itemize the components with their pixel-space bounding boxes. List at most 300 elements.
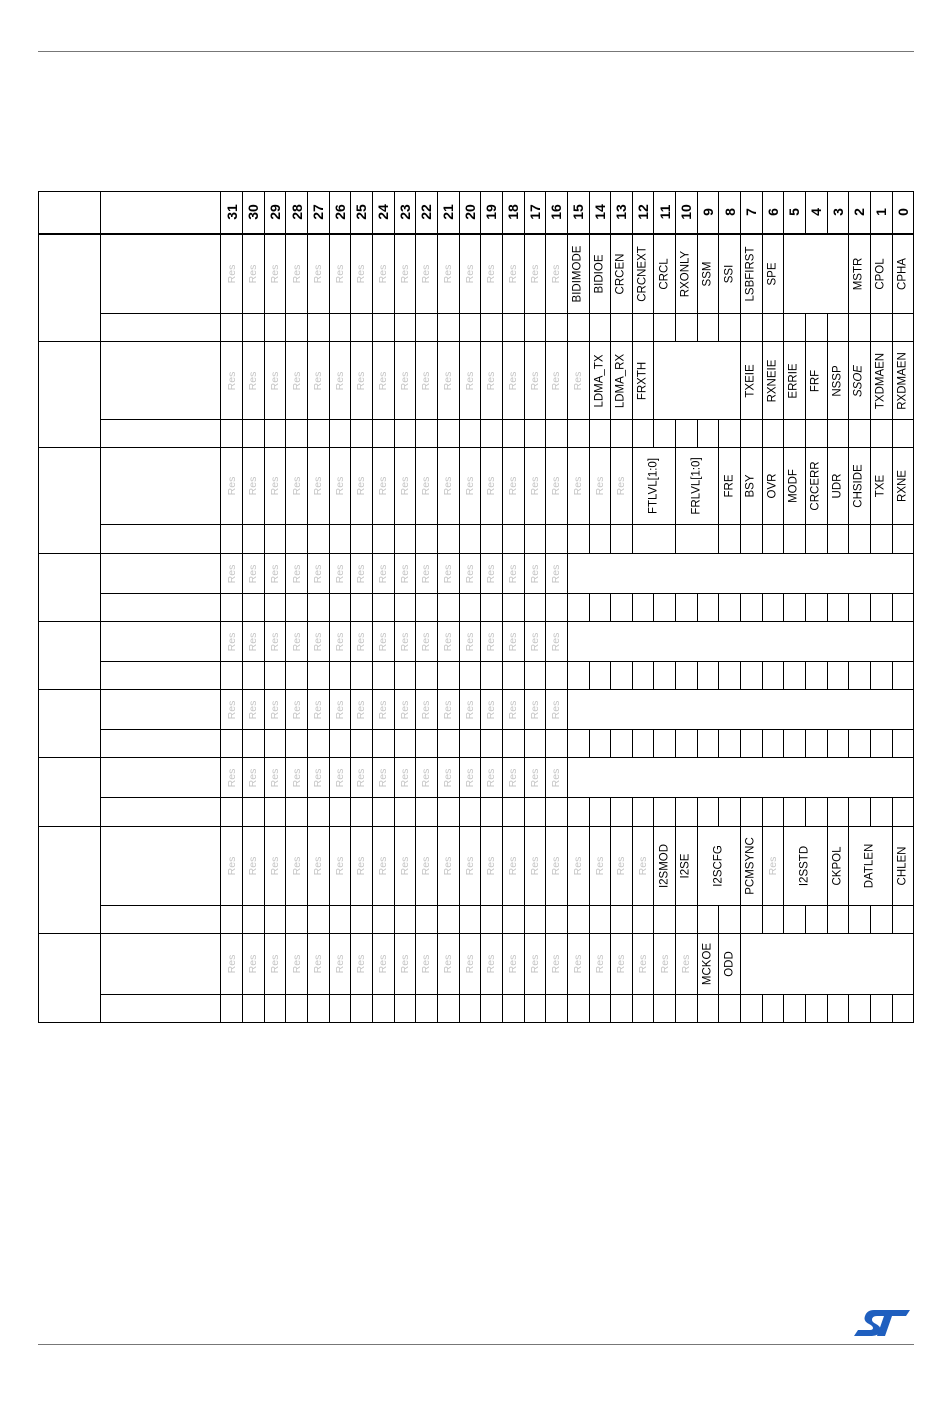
reserved-label: Res — [550, 700, 563, 719]
field-label: PCMSYNC — [744, 837, 757, 895]
bit-number-label: 28 — [288, 204, 305, 220]
field-crcerr — [806, 448, 828, 525]
field-i2se — [676, 827, 698, 906]
reset-value-cell — [827, 525, 849, 554]
reset-value-cell — [394, 594, 416, 622]
reset-value-cell — [546, 525, 568, 554]
reserved-field — [762, 827, 784, 906]
reserved-field — [221, 235, 243, 314]
reset-value-cell — [394, 995, 416, 1023]
reserved-field — [329, 690, 351, 730]
reserved-label: Res — [355, 371, 368, 390]
reset-value-cell — [676, 314, 698, 342]
reset-value-cell — [719, 730, 741, 758]
reserved-field — [243, 934, 265, 995]
reserved-field — [546, 448, 568, 525]
reserved-field — [351, 622, 373, 662]
reserved-label: Res — [268, 700, 281, 719]
bit-number-label: 27 — [310, 204, 327, 220]
reserved-field — [567, 827, 589, 906]
reserved-field — [459, 934, 481, 995]
reset-value-cell — [871, 995, 893, 1023]
reset-value-cell — [264, 314, 286, 342]
bit-number-header — [502, 191, 524, 235]
reserved-label: Res — [550, 768, 563, 787]
bit-number-label: 8 — [721, 208, 738, 216]
reserved-field — [524, 235, 546, 314]
reset-value-cell — [806, 594, 828, 622]
bit-number-label: 30 — [245, 204, 262, 220]
reserved-label: Res — [311, 371, 324, 390]
reserved-field — [589, 448, 611, 525]
field-cpol — [871, 235, 893, 314]
reset-value-cell — [243, 420, 265, 448]
reset-value-cell — [719, 314, 741, 342]
reset-value-cell — [481, 662, 503, 690]
reset-value-cell — [697, 420, 719, 448]
reserved-label: Res — [506, 264, 519, 284]
reserved-field — [567, 342, 589, 420]
reset-value-cell — [394, 906, 416, 934]
field-label: LSBFIRST — [744, 246, 757, 302]
reserved-label: Res — [420, 264, 433, 284]
reset-value-cell — [762, 730, 784, 758]
reset-value-cell — [806, 995, 828, 1023]
reset-value-cell — [741, 594, 763, 622]
reset-value-cell — [762, 420, 784, 448]
reset-value-cell — [892, 906, 914, 934]
reset-value-cell — [264, 906, 286, 934]
reserved-label: Res — [355, 856, 368, 876]
reset-value-cell — [697, 995, 719, 1023]
reserved-label: Res — [376, 632, 389, 651]
reserved-label: Res — [311, 564, 324, 583]
field-label: FRXTH — [636, 361, 649, 400]
reserved-field — [286, 554, 308, 594]
reset-value-cell — [567, 995, 589, 1023]
reserved-field — [502, 235, 524, 314]
register-offset-cell — [38, 235, 101, 342]
reserved-field — [546, 342, 568, 420]
reserved-label: Res — [333, 264, 346, 284]
reserved-field — [329, 554, 351, 594]
bit-number-header — [264, 191, 286, 235]
register-name-cell — [101, 448, 221, 525]
reserved-label: Res — [355, 564, 368, 583]
reserved-field — [329, 342, 351, 420]
reserved-field — [373, 342, 395, 420]
reset-value-cell — [329, 798, 351, 827]
reset-value-cell — [329, 314, 351, 342]
reset-value-cell — [264, 662, 286, 690]
reserved-field — [264, 622, 286, 662]
reset-value-cell — [459, 594, 481, 622]
field-bsy — [741, 448, 763, 525]
field-txdmaen — [871, 342, 893, 420]
reset-value-cell — [308, 995, 330, 1023]
reset-value-label-cell — [101, 525, 221, 554]
reserved-label: Res — [463, 371, 476, 390]
reset-value-cell — [719, 525, 741, 554]
reset-value-cell — [697, 314, 719, 342]
field-datlen — [849, 827, 893, 906]
reset-value-cell — [892, 525, 914, 554]
reserved-field — [351, 448, 373, 525]
empty-field — [567, 758, 914, 798]
reserved-field — [351, 554, 373, 594]
reset-value-cell — [329, 525, 351, 554]
reset-value-cell — [438, 525, 460, 554]
reserved-field — [286, 934, 308, 995]
reserved-field — [438, 342, 460, 420]
field-label: LDMA_TX — [592, 353, 605, 408]
reset-value-cell — [762, 906, 784, 934]
header-offset-cell — [38, 191, 101, 235]
reserved-label: Res — [398, 371, 411, 390]
reset-value-cell — [221, 730, 243, 758]
reset-value-cell — [546, 314, 568, 342]
reserved-label: Res — [420, 768, 433, 787]
reset-value-cell — [351, 798, 373, 827]
reserved-field — [438, 758, 460, 798]
reserved-label: Res — [615, 856, 627, 876]
reserved-field — [567, 448, 589, 525]
reserved-field — [243, 448, 265, 525]
reserved-field — [243, 235, 265, 314]
register-name-cell — [101, 758, 221, 798]
reserved-field — [502, 827, 524, 906]
reset-value-cell — [632, 314, 654, 342]
reset-value-cell — [438, 730, 460, 758]
bit-number-label: 19 — [483, 204, 500, 220]
field-label: ODD — [722, 951, 735, 977]
field-label: MSTR — [852, 257, 865, 291]
reset-value-cell — [308, 662, 330, 690]
reset-value-cell — [741, 420, 763, 448]
reset-value-cell — [243, 730, 265, 758]
reset-value-cell — [416, 798, 438, 827]
reserved-field — [524, 554, 546, 594]
field-ssi — [719, 235, 741, 314]
reset-value-cell — [438, 662, 460, 690]
reset-value-cell — [524, 662, 546, 690]
reset-value-cell — [416, 730, 438, 758]
field-label: CHLEN — [895, 846, 908, 886]
reserved-label: Res — [398, 954, 411, 974]
reset-value-cell — [567, 798, 589, 827]
bit-number-header — [741, 191, 763, 235]
reserved-field — [373, 690, 395, 730]
reset-value-cell — [827, 420, 849, 448]
reset-value-cell — [806, 730, 828, 758]
reset-value-label-cell — [101, 420, 221, 448]
reset-value-cell — [329, 730, 351, 758]
reserved-label: Res — [485, 564, 498, 583]
reserved-label: Res — [420, 856, 433, 876]
reserved-field — [264, 448, 286, 525]
reserved-label: Res — [268, 476, 281, 496]
reserved-field — [546, 235, 568, 314]
empty-field — [567, 554, 914, 594]
reserved-label: Res — [355, 768, 368, 787]
reserved-label: Res — [485, 700, 498, 719]
reset-value-cell — [286, 314, 308, 342]
reset-value-cell — [524, 730, 546, 758]
reset-value-cell — [481, 798, 503, 827]
reserved-field — [308, 690, 330, 730]
reset-value-cell — [438, 995, 460, 1023]
reset-value-cell — [849, 730, 871, 758]
reserved-field — [221, 342, 243, 420]
bit-number-header — [438, 191, 460, 235]
bit-number-label: 25 — [353, 204, 370, 220]
reset-value-cell — [632, 906, 654, 934]
reserved-field — [546, 554, 568, 594]
field-label: ERRIE — [787, 362, 800, 399]
reset-value-cell — [373, 662, 395, 690]
reserved-field — [221, 827, 243, 906]
reserved-label: Res — [528, 856, 541, 876]
empty-field — [654, 342, 741, 420]
reserved-label: Res — [485, 264, 498, 284]
reset-value-cell — [784, 314, 806, 342]
reset-value-cell — [308, 798, 330, 827]
reset-value-cell — [784, 420, 806, 448]
reset-value-cell — [286, 525, 308, 554]
bit-number-header — [632, 191, 654, 235]
reserved-label: Res — [376, 264, 389, 284]
reserved-label: Res — [311, 954, 324, 974]
reserved-field — [502, 342, 524, 420]
reset-value-cell — [632, 662, 654, 690]
field-crcen — [611, 235, 633, 314]
bit-number-label: 0 — [894, 208, 911, 216]
reserved-field — [394, 827, 416, 906]
bit-number-header — [243, 191, 265, 235]
reserved-label: Res — [246, 954, 259, 974]
bit-number-header — [784, 191, 806, 235]
reserved-label: Res — [376, 371, 389, 390]
reset-value-cell — [264, 420, 286, 448]
reset-value-cell — [589, 662, 611, 690]
reserved-field — [308, 758, 330, 798]
field-label: CKPOL — [831, 846, 843, 886]
reserved-field — [502, 448, 524, 525]
reset-value-cell — [589, 798, 611, 827]
reserved-label: Res — [268, 371, 281, 390]
reset-value-label-cell — [101, 594, 221, 622]
reset-value-cell — [438, 906, 460, 934]
reset-value-cell — [654, 420, 676, 448]
bit-number-label: 13 — [613, 204, 630, 220]
reserved-field — [308, 622, 330, 662]
reserved-label: Res — [506, 476, 519, 496]
reset-value-cell — [351, 730, 373, 758]
reset-value-cell — [741, 798, 763, 827]
reserved-field — [221, 690, 243, 730]
reset-value-cell — [849, 594, 871, 622]
reset-value-cell — [676, 906, 698, 934]
reserved-field — [373, 827, 395, 906]
register-name-cell — [101, 934, 221, 995]
reserved-label: Res — [311, 264, 324, 284]
bit-number-header — [871, 191, 893, 235]
reset-value-cell — [373, 525, 395, 554]
bit-number-label: 3 — [829, 208, 846, 216]
reset-value-cell — [416, 525, 438, 554]
field-ftlvl-1-0 — [632, 448, 676, 525]
reserved-field — [286, 342, 308, 420]
reserved-field — [676, 934, 698, 995]
reserved-label: Res — [463, 564, 476, 583]
reset-value-cell — [654, 798, 676, 827]
reset-value-cell — [849, 420, 871, 448]
reset-value-label-cell — [101, 798, 221, 827]
reserved-field — [546, 622, 568, 662]
field-label: MODF — [787, 469, 800, 503]
reset-value-cell — [827, 995, 849, 1023]
reset-value-cell — [351, 525, 373, 554]
reset-value-cell — [697, 906, 719, 934]
reset-value-cell — [892, 314, 914, 342]
register-offset-cell — [38, 448, 101, 554]
reserved-field — [438, 554, 460, 594]
bit-number-header — [416, 191, 438, 235]
reserved-field — [221, 934, 243, 995]
reserved-label: Res — [485, 476, 498, 496]
reserved-field — [438, 827, 460, 906]
bit-number-label: 6 — [764, 208, 781, 216]
reset-value-cell — [762, 995, 784, 1023]
field-udr — [827, 448, 849, 525]
reserved-field — [416, 934, 438, 995]
reserved-field — [481, 827, 503, 906]
reserved-label: Res — [376, 954, 389, 974]
reserved-label: Res — [485, 371, 498, 390]
reserved-label: Res — [593, 954, 606, 974]
reserved-field — [459, 235, 481, 314]
reserved-field — [308, 342, 330, 420]
reserved-field — [546, 934, 568, 995]
register-name-cell — [101, 342, 221, 420]
reset-value-cell — [416, 594, 438, 622]
bit-number-label: 5 — [786, 208, 803, 216]
field-label: SPE — [766, 262, 779, 286]
reset-value-cell — [308, 314, 330, 342]
reserved-label: Res — [290, 264, 303, 284]
reset-value-cell — [654, 662, 676, 690]
bit-number-label: 23 — [396, 204, 413, 220]
reset-value-cell — [741, 995, 763, 1023]
reserved-label: Res — [268, 856, 281, 876]
reset-value-cell — [524, 798, 546, 827]
reserved-field — [286, 827, 308, 906]
reset-value-cell — [784, 525, 806, 554]
reserved-field — [243, 758, 265, 798]
register-offset-cell — [38, 758, 101, 827]
field-lsbfirst — [741, 235, 763, 314]
reserved-label: Res — [441, 700, 454, 719]
reserved-field — [459, 690, 481, 730]
reserved-label: Res — [290, 371, 303, 390]
reserved-field — [416, 622, 438, 662]
field-label: BSY — [744, 474, 757, 498]
field-ovr — [762, 448, 784, 525]
reserved-label: Res — [290, 768, 303, 787]
reset-value-cell — [373, 420, 395, 448]
reserved-label: Res — [528, 371, 541, 390]
reserved-field — [373, 934, 395, 995]
reserved-field — [459, 448, 481, 525]
reset-value-cell — [286, 995, 308, 1023]
reset-value-cell — [481, 525, 503, 554]
field-chside — [849, 448, 871, 525]
reset-value-cell — [264, 525, 286, 554]
reset-value-cell — [524, 906, 546, 934]
empty-field — [784, 235, 849, 314]
field-i2smod — [654, 827, 676, 906]
reserved-label: Res — [766, 856, 779, 876]
reset-value-cell — [676, 662, 698, 690]
reserved-label: Res — [246, 768, 259, 787]
reset-value-cell — [243, 995, 265, 1023]
reserved-field — [373, 554, 395, 594]
reset-value-cell — [762, 594, 784, 622]
reset-value-cell — [373, 798, 395, 827]
reset-value-cell — [546, 995, 568, 1023]
reserved-label: Res — [463, 954, 476, 974]
reset-value-cell — [611, 730, 633, 758]
reset-value-cell — [351, 995, 373, 1023]
reset-value-cell — [546, 798, 568, 827]
reserved-label: Res — [246, 371, 259, 390]
reserved-label: Res — [550, 632, 563, 651]
field-ldma-rx — [611, 342, 633, 420]
reserved-label: Res — [246, 476, 259, 496]
reset-value-cell — [221, 420, 243, 448]
reserved-label: Res — [398, 632, 411, 651]
reserved-field — [329, 827, 351, 906]
reserved-label: Res — [615, 476, 627, 496]
reset-value-cell — [567, 662, 589, 690]
reserved-label: Res — [420, 954, 433, 974]
reserved-field — [654, 934, 676, 995]
reset-value-cell — [546, 906, 568, 934]
reset-value-cell — [438, 420, 460, 448]
reset-value-cell — [221, 662, 243, 690]
reset-value-cell — [892, 420, 914, 448]
reset-value-cell — [719, 798, 741, 827]
reserved-label: Res — [528, 768, 541, 787]
reserved-field — [416, 554, 438, 594]
reserved-label: Res — [376, 476, 389, 496]
reset-value-cell — [373, 995, 395, 1023]
reset-value-cell — [611, 314, 633, 342]
reserved-label: Res — [528, 954, 541, 974]
reserved-label: Res — [441, 371, 454, 390]
bit-number-header — [567, 191, 589, 235]
field-label: RXNEIE — [766, 359, 779, 402]
reserved-label: Res — [485, 954, 498, 974]
reset-value-cell — [416, 662, 438, 690]
field-cpha — [892, 235, 914, 314]
bit-number-label: 15 — [569, 204, 586, 220]
reserved-label: Res — [398, 700, 411, 719]
reserved-label: Res — [333, 632, 346, 651]
reserved-label: Res — [420, 700, 433, 719]
reserved-label: Res — [290, 632, 303, 651]
field-label: CRCEN — [614, 253, 627, 295]
